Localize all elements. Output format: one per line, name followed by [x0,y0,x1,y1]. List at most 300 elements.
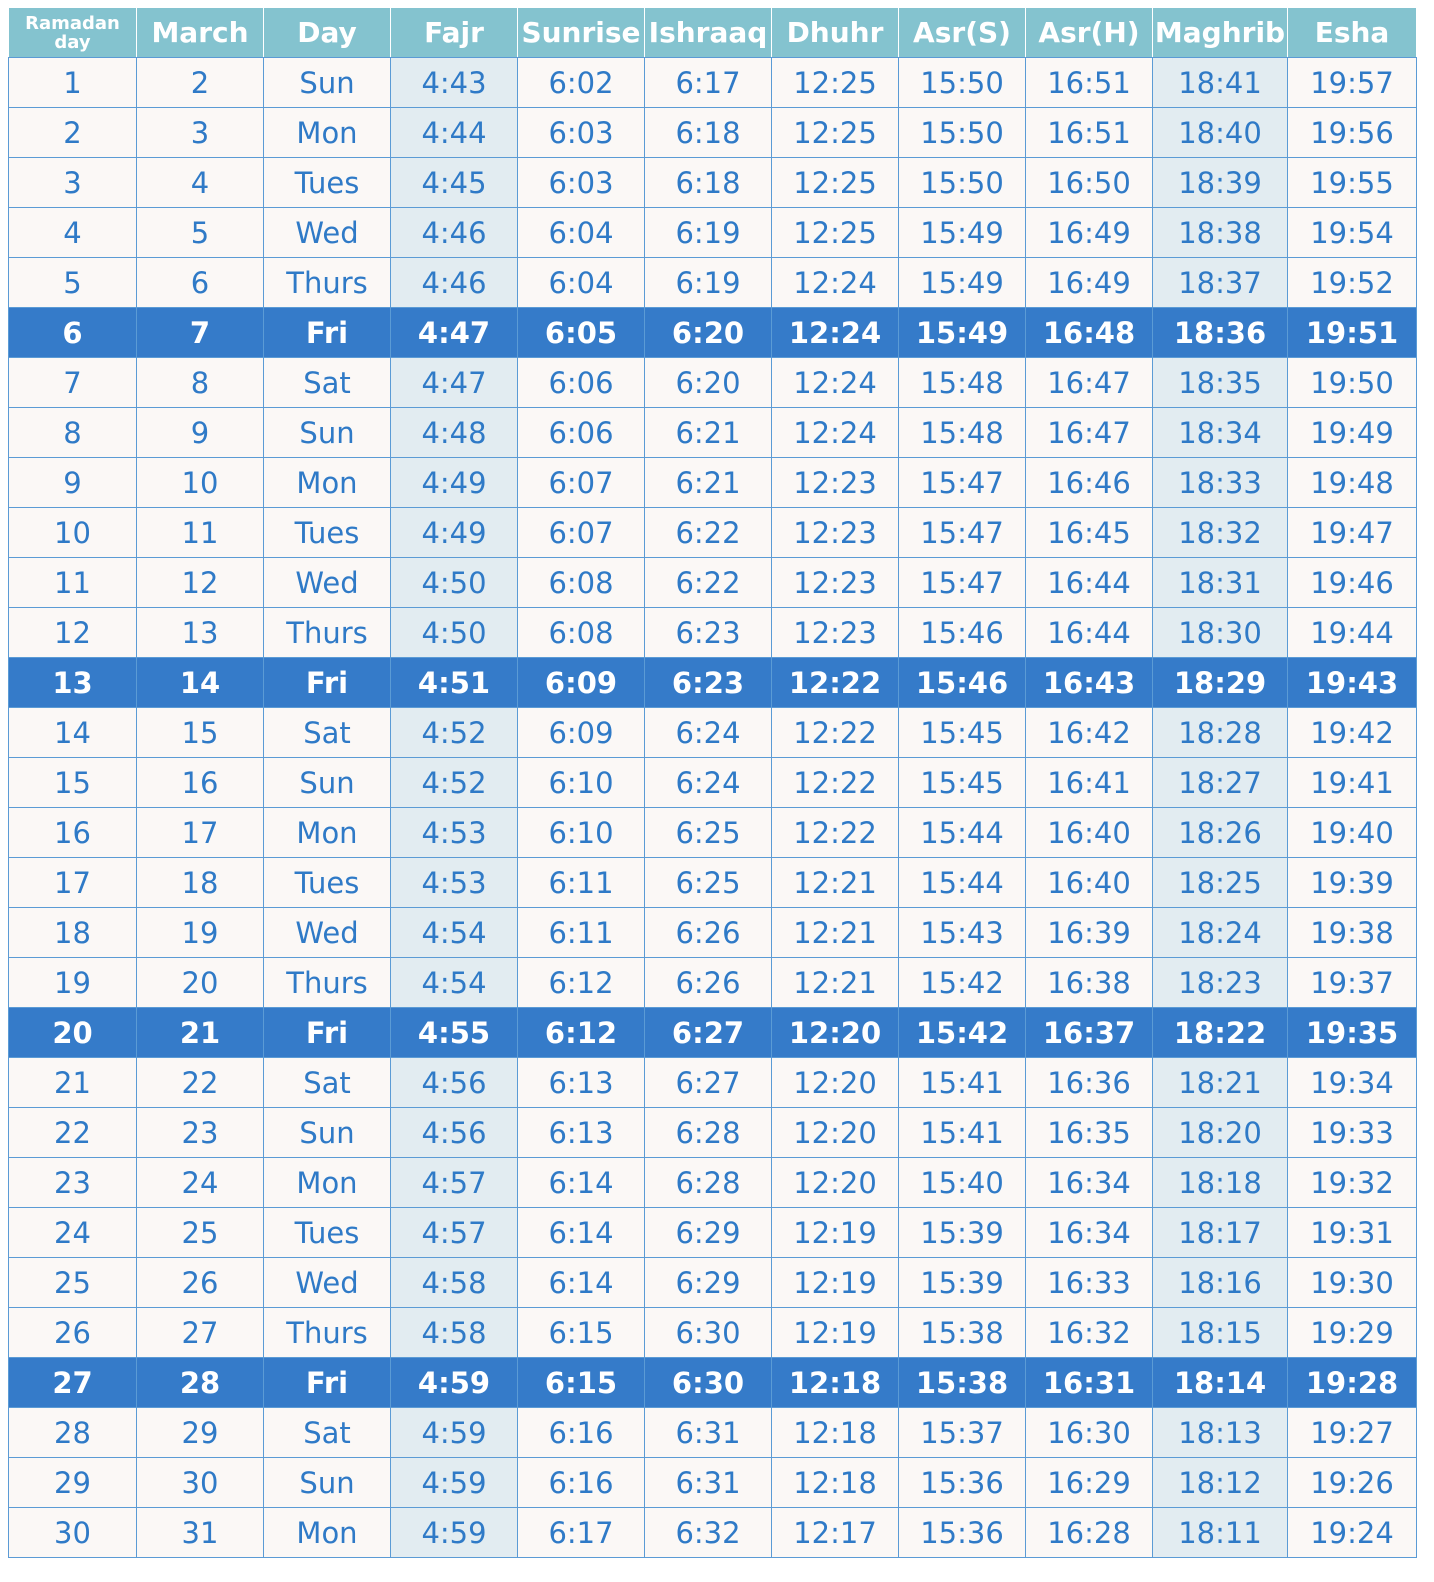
cell-maghrib: 18:14 [1153,1358,1288,1408]
header-day-line: day [54,31,91,53]
cell-asr-s: 15:36 [899,1458,1026,1508]
table-row [9,958,1417,1008]
table-row [9,408,1417,458]
cell-march-date: 27 [137,1308,264,1358]
cell-sunrise: 6:03 [518,108,645,158]
cell-esha: 19:47 [1288,508,1417,558]
cell-asr-h: 16:41 [1026,758,1153,808]
cell-ramadan-day: 23 [9,1158,137,1208]
cell-maghrib: 18:26 [1153,808,1288,858]
table-row [9,258,1417,308]
cell-asr-s: 15:50 [899,108,1026,158]
cell-esha: 19:26 [1288,1458,1417,1508]
cell-dhuhr: 12:20 [772,1008,899,1058]
cell-dhuhr: 12:22 [772,658,899,708]
cell-maghrib: 18:21 [1153,1058,1288,1108]
col-header-fajr: Fajr [391,8,518,58]
cell-maghrib: 18:31 [1153,558,1288,608]
cell-ramadan-day: 9 [9,458,137,508]
cell-fajr: 4:46 [391,208,518,258]
cell-ramadan-day: 27 [9,1358,137,1408]
cell-ramadan-day: 4 [9,208,137,258]
cell-weekday: Mon [264,1158,391,1208]
cell-sunrise: 6:08 [518,558,645,608]
cell-fajr: 4:56 [391,1108,518,1158]
cell-fajr: 4:49 [391,508,518,558]
cell-maghrib: 18:30 [1153,608,1288,658]
cell-asr-h: 16:51 [1026,58,1153,108]
cell-dhuhr: 12:23 [772,608,899,658]
cell-fajr: 4:45 [391,158,518,208]
cell-maghrib: 18:36 [1153,308,1288,358]
cell-sunrise: 6:17 [518,1508,645,1558]
table-row [9,808,1417,858]
cell-esha: 19:46 [1288,558,1417,608]
cell-sunrise: 6:02 [518,58,645,108]
cell-ishraaq: 6:28 [645,1108,772,1158]
cell-maghrib: 18:32 [1153,508,1288,558]
cell-fajr: 4:44 [391,108,518,158]
cell-esha: 19:50 [1288,358,1417,408]
cell-asr-h: 16:46 [1026,458,1153,508]
cell-asr-h: 16:34 [1026,1208,1153,1258]
cell-maghrib: 18:13 [1153,1408,1288,1458]
cell-maghrib: 18:34 [1153,408,1288,458]
cell-maghrib: 18:20 [1153,1108,1288,1158]
cell-dhuhr: 12:19 [772,1258,899,1308]
cell-ramadan-day: 19 [9,958,137,1008]
cell-weekday: Thurs [264,1308,391,1358]
cell-asr-h: 16:30 [1026,1408,1153,1458]
cell-sunrise: 6:15 [518,1358,645,1408]
cell-asr-h: 16:49 [1026,258,1153,308]
cell-dhuhr: 12:25 [772,108,899,158]
cell-maghrib: 18:29 [1153,658,1288,708]
cell-weekday: Mon [264,108,391,158]
cell-esha: 19:27 [1288,1408,1417,1458]
cell-ishraaq: 6:30 [645,1358,772,1408]
cell-esha: 19:49 [1288,408,1417,458]
table-row [9,1508,1417,1558]
cell-maghrib: 18:37 [1153,258,1288,308]
cell-ramadan-day: 30 [9,1508,137,1558]
cell-dhuhr: 12:18 [772,1408,899,1458]
cell-asr-h: 16:37 [1026,1008,1153,1058]
col-header-esha: Esha [1288,8,1417,58]
cell-weekday: Sun [264,758,391,808]
cell-asr-s: 15:44 [899,858,1026,908]
cell-weekday: Thurs [264,608,391,658]
cell-weekday: Wed [264,558,391,608]
cell-ishraaq: 6:28 [645,1158,772,1208]
cell-dhuhr: 12:24 [772,358,899,408]
table-row [9,1308,1417,1358]
cell-esha: 19:42 [1288,708,1417,758]
cell-ishraaq: 6:19 [645,208,772,258]
cell-fajr: 4:58 [391,1258,518,1308]
cell-asr-h: 16:47 [1026,408,1153,458]
cell-ishraaq: 6:22 [645,558,772,608]
cell-sunrise: 6:10 [518,758,645,808]
cell-weekday: Mon [264,808,391,858]
cell-march-date: 24 [137,1158,264,1208]
cell-fajr: 4:55 [391,1008,518,1058]
cell-sunrise: 6:05 [518,308,645,358]
cell-ishraaq: 6:25 [645,858,772,908]
cell-sunrise: 6:14 [518,1208,645,1258]
cell-weekday: Tues [264,508,391,558]
cell-sunrise: 6:09 [518,658,645,708]
cell-sunrise: 6:03 [518,158,645,208]
cell-weekday: Wed [264,1258,391,1308]
col-header-march: March [137,8,264,58]
table-row [9,208,1417,258]
cell-ramadan-day: 18 [9,908,137,958]
cell-weekday: Thurs [264,258,391,308]
table-row [9,1258,1417,1308]
cell-fajr: 4:57 [391,1158,518,1208]
cell-ramadan-day: 8 [9,408,137,458]
cell-asr-h: 16:43 [1026,658,1153,708]
cell-sunrise: 6:07 [518,508,645,558]
cell-esha: 19:35 [1288,1008,1417,1058]
table-row [9,358,1417,408]
cell-ramadan-day: 26 [9,1308,137,1358]
table-row [9,1458,1417,1508]
cell-esha: 19:54 [1288,208,1417,258]
cell-weekday: Sun [264,1458,391,1508]
cell-dhuhr: 12:24 [772,408,899,458]
cell-ramadan-day: 29 [9,1458,137,1508]
cell-weekday: Fri [264,658,391,708]
cell-ishraaq: 6:31 [645,1408,772,1458]
cell-weekday: Sat [264,1058,391,1108]
cell-esha: 19:39 [1288,858,1417,908]
cell-sunrise: 6:08 [518,608,645,658]
cell-sunrise: 6:16 [518,1408,645,1458]
cell-ramadan-day: 12 [9,608,137,658]
col-header-ishraaq: Ishraaq [645,8,772,58]
cell-dhuhr: 12:20 [772,1158,899,1208]
cell-dhuhr: 12:20 [772,1058,899,1108]
cell-ishraaq: 6:27 [645,1008,772,1058]
cell-ishraaq: 6:22 [645,508,772,558]
cell-sunrise: 6:11 [518,858,645,908]
cell-asr-s: 15:37 [899,1408,1026,1458]
cell-fajr: 4:46 [391,258,518,308]
cell-maghrib: 18:33 [1153,458,1288,508]
cell-asr-s: 15:48 [899,408,1026,458]
cell-sunrise: 6:04 [518,208,645,258]
cell-esha: 19:41 [1288,758,1417,808]
cell-fajr: 4:59 [391,1358,518,1408]
cell-ishraaq: 6:23 [645,658,772,708]
cell-asr-s: 15:39 [899,1258,1026,1308]
cell-march-date: 29 [137,1408,264,1458]
cell-asr-s: 15:40 [899,1158,1026,1208]
cell-maghrib: 18:38 [1153,208,1288,258]
cell-fajr: 4:52 [391,708,518,758]
cell-dhuhr: 12:20 [772,1108,899,1158]
cell-fajr: 4:54 [391,958,518,1008]
cell-ishraaq: 6:29 [645,1258,772,1308]
cell-sunrise: 6:15 [518,1308,645,1358]
cell-ramadan-day: 20 [9,1008,137,1058]
cell-maghrib: 18:16 [1153,1258,1288,1308]
cell-weekday: Wed [264,208,391,258]
cell-esha: 19:30 [1288,1258,1417,1308]
cell-dhuhr: 12:23 [772,558,899,608]
table-row [9,1008,1417,1058]
cell-asr-h: 16:50 [1026,158,1153,208]
cell-sunrise: 6:06 [518,358,645,408]
cell-ishraaq: 6:26 [645,908,772,958]
cell-asr-s: 15:46 [899,658,1026,708]
table-row [9,1158,1417,1208]
cell-ishraaq: 6:21 [645,458,772,508]
cell-sunrise: 6:13 [518,1058,645,1108]
cell-sunrise: 6:14 [518,1158,645,1208]
cell-esha: 19:33 [1288,1108,1417,1158]
cell-march-date: 8 [137,358,264,408]
cell-sunrise: 6:14 [518,1258,645,1308]
cell-esha: 19:44 [1288,608,1417,658]
cell-ramadan-day: 10 [9,508,137,558]
cell-asr-s: 15:38 [899,1308,1026,1358]
cell-ramadan-day: 16 [9,808,137,858]
cell-dhuhr: 12:18 [772,1358,899,1408]
cell-esha: 19:51 [1288,308,1417,358]
cell-ishraaq: 6:27 [645,1058,772,1108]
table-row [9,908,1417,958]
col-header-maghrib: Maghrib [1153,8,1288,58]
cell-dhuhr: 12:21 [772,958,899,1008]
cell-asr-s: 15:49 [899,208,1026,258]
cell-asr-h: 16:48 [1026,308,1153,358]
cell-asr-h: 16:49 [1026,208,1153,258]
cell-sunrise: 6:04 [518,258,645,308]
cell-esha: 19:55 [1288,158,1417,208]
cell-fajr: 4:53 [391,858,518,908]
cell-asr-h: 16:40 [1026,808,1153,858]
cell-fajr: 4:56 [391,1058,518,1108]
cell-esha: 19:31 [1288,1208,1417,1258]
cell-maghrib: 18:39 [1153,158,1288,208]
cell-asr-h: 16:36 [1026,1058,1153,1108]
cell-dhuhr: 12:21 [772,858,899,908]
cell-sunrise: 6:12 [518,1008,645,1058]
table-row [9,608,1417,658]
cell-asr-h: 16:51 [1026,108,1153,158]
cell-asr-s: 15:49 [899,308,1026,358]
cell-maghrib: 18:23 [1153,958,1288,1008]
cell-sunrise: 6:12 [518,958,645,1008]
cell-asr-h: 16:31 [1026,1358,1153,1408]
cell-sunrise: 6:16 [518,1458,645,1508]
cell-march-date: 15 [137,708,264,758]
cell-esha: 19:43 [1288,658,1417,708]
table-row [9,458,1417,508]
cell-esha: 19:38 [1288,908,1417,958]
cell-asr-s: 15:46 [899,608,1026,658]
cell-asr-s: 15:48 [899,358,1026,408]
cell-ishraaq: 6:17 [645,58,772,108]
cell-ramadan-day: 5 [9,258,137,308]
cell-maghrib: 18:12 [1153,1458,1288,1508]
cell-fajr: 4:50 [391,608,518,658]
cell-asr-s: 15:47 [899,558,1026,608]
col-header-asr-s: Asr(S) [899,8,1026,58]
cell-weekday: Fri [264,1008,391,1058]
cell-march-date: 28 [137,1358,264,1408]
cell-march-date: 21 [137,1008,264,1058]
cell-weekday: Sat [264,358,391,408]
col-header-ramadan-day [9,8,137,58]
table-row [9,158,1417,208]
cell-dhuhr: 12:23 [772,508,899,558]
cell-ramadan-day: 24 [9,1208,137,1258]
cell-dhuhr: 12:23 [772,458,899,508]
table-body [9,58,1417,1558]
cell-dhuhr: 12:25 [772,58,899,108]
cell-march-date: 14 [137,658,264,708]
cell-esha: 19:34 [1288,1058,1417,1108]
cell-weekday: Sat [264,1408,391,1458]
cell-maghrib: 18:25 [1153,858,1288,908]
cell-dhuhr: 12:22 [772,758,899,808]
cell-asr-s: 15:44 [899,808,1026,858]
cell-esha: 19:52 [1288,258,1417,308]
cell-ramadan-day: 15 [9,758,137,808]
cell-ishraaq: 6:29 [645,1208,772,1258]
cell-maghrib: 18:28 [1153,708,1288,758]
cell-asr-h: 16:44 [1026,608,1153,658]
cell-asr-h: 16:47 [1026,358,1153,408]
cell-march-date: 31 [137,1508,264,1558]
cell-esha: 19:24 [1288,1508,1417,1558]
cell-asr-s: 15:38 [899,1358,1026,1408]
cell-asr-s: 15:47 [899,458,1026,508]
cell-fajr: 4:43 [391,58,518,108]
cell-dhuhr: 12:25 [772,158,899,208]
cell-dhuhr: 12:18 [772,1458,899,1508]
cell-ishraaq: 6:20 [645,358,772,408]
cell-esha: 19:28 [1288,1358,1417,1408]
col-header-dhuhr: Dhuhr [772,8,899,58]
cell-maghrib: 18:18 [1153,1158,1288,1208]
cell-asr-s: 15:41 [899,1108,1026,1158]
cell-march-date: 30 [137,1458,264,1508]
cell-ramadan-day: 13 [9,658,137,708]
cell-ramadan-day: 6 [9,308,137,358]
cell-asr-h: 16:33 [1026,1258,1153,1308]
table-row [9,758,1417,808]
cell-weekday: Fri [264,308,391,358]
table-row [9,58,1417,108]
cell-asr-h: 16:40 [1026,858,1153,908]
cell-fajr: 4:49 [391,458,518,508]
cell-sunrise: 6:06 [518,408,645,458]
cell-march-date: 22 [137,1058,264,1108]
cell-asr-h: 16:28 [1026,1508,1153,1558]
cell-sunrise: 6:09 [518,708,645,758]
cell-asr-s: 15:43 [899,908,1026,958]
cell-fajr: 4:57 [391,1208,518,1258]
cell-ramadan-day: 2 [9,108,137,158]
cell-fajr: 4:58 [391,1308,518,1358]
col-header-day: Day [264,8,391,58]
cell-asr-h: 16:35 [1026,1108,1153,1158]
cell-march-date: 10 [137,458,264,508]
cell-march-date: 17 [137,808,264,858]
cell-weekday: Sun [264,58,391,108]
cell-weekday: Tues [264,158,391,208]
cell-march-date: 12 [137,558,264,608]
cell-esha: 19:56 [1288,108,1417,158]
table-row [9,308,1417,358]
cell-ishraaq: 6:21 [645,408,772,458]
cell-ishraaq: 6:26 [645,958,772,1008]
cell-march-date: 3 [137,108,264,158]
col-header-asr-h: Asr(H) [1026,8,1153,58]
cell-asr-s: 15:36 [899,1508,1026,1558]
cell-fajr: 4:52 [391,758,518,808]
cell-ishraaq: 6:18 [645,108,772,158]
cell-weekday: Wed [264,908,391,958]
cell-asr-s: 15:47 [899,508,1026,558]
cell-weekday: Mon [264,458,391,508]
cell-march-date: 11 [137,508,264,558]
cell-maghrib: 18:35 [1153,358,1288,408]
cell-asr-h: 16:34 [1026,1158,1153,1208]
cell-asr-h: 16:29 [1026,1458,1153,1508]
cell-ramadan-day: 3 [9,158,137,208]
cell-esha: 19:29 [1288,1308,1417,1358]
table-row [9,1208,1417,1258]
cell-sunrise: 6:11 [518,908,645,958]
cell-asr-h: 16:39 [1026,908,1153,958]
cell-march-date: 2 [137,58,264,108]
table-row [9,1058,1417,1108]
cell-asr-s: 15:45 [899,758,1026,808]
cell-maghrib: 18:11 [1153,1508,1288,1558]
cell-maghrib: 18:22 [1153,1008,1288,1058]
cell-asr-h: 16:44 [1026,558,1153,608]
cell-weekday: Tues [264,1208,391,1258]
cell-asr-s: 15:50 [899,158,1026,208]
cell-asr-s: 15:42 [899,1008,1026,1058]
cell-asr-h: 16:32 [1026,1308,1153,1358]
cell-asr-h: 16:38 [1026,958,1153,1008]
cell-march-date: 25 [137,1208,264,1258]
col-header-sunrise: Sunrise [518,8,645,58]
cell-maghrib: 18:40 [1153,108,1288,158]
cell-fajr: 4:59 [391,1508,518,1558]
cell-ramadan-day: 14 [9,708,137,758]
cell-asr-s: 15:39 [899,1208,1026,1258]
cell-sunrise: 6:10 [518,808,645,858]
cell-fajr: 4:47 [391,358,518,408]
cell-ishraaq: 6:24 [645,758,772,808]
cell-dhuhr: 12:19 [772,1308,899,1358]
cell-weekday: Mon [264,1508,391,1558]
cell-ramadan-day: 22 [9,1108,137,1158]
cell-ishraaq: 6:19 [645,258,772,308]
cell-fajr: 4:50 [391,558,518,608]
cell-dhuhr: 12:22 [772,808,899,858]
cell-dhuhr: 12:24 [772,258,899,308]
cell-dhuhr: 12:24 [772,308,899,358]
